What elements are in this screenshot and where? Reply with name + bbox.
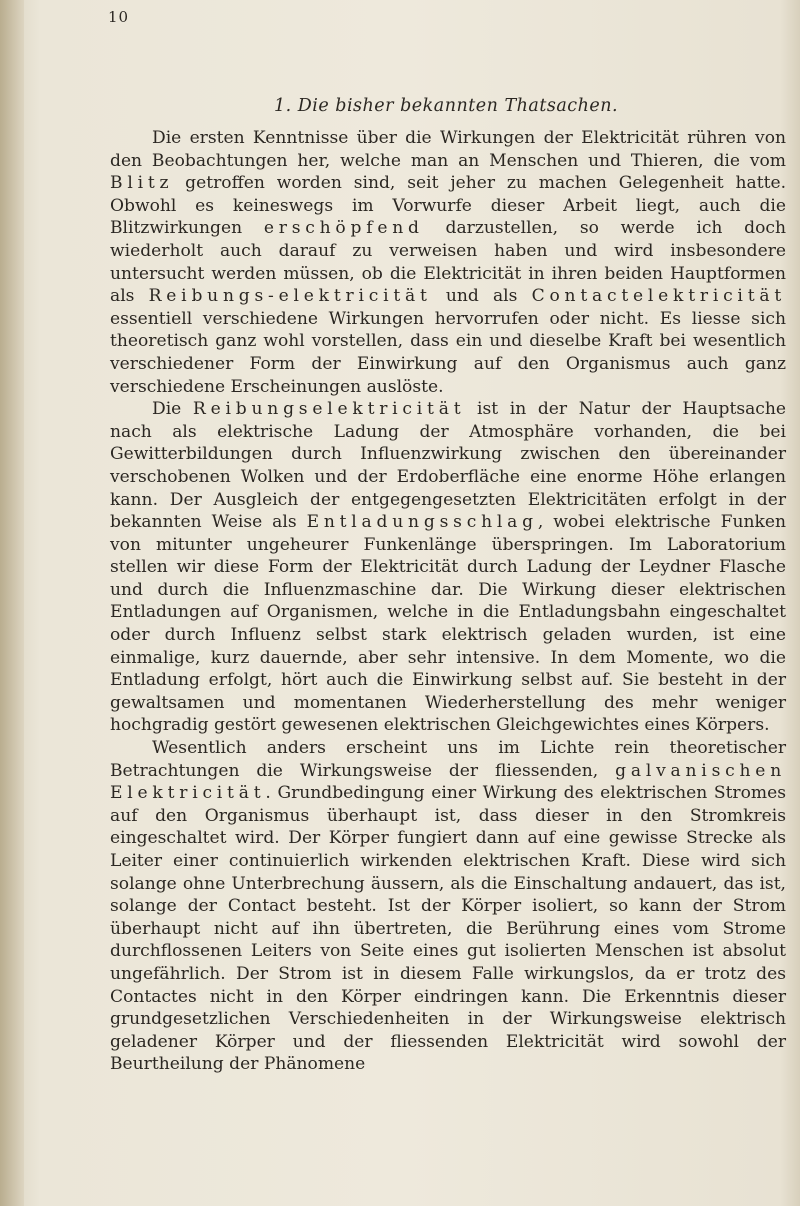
text-run: darzustellen, so werde ich doch wiederholt auch darauf zu verweisen haben und wird insbesondere untersucht werden müssen, ob die Elektricität in ihren beiden Hauptformen als	[110, 218, 786, 307]
page-binding-edge	[0, 0, 24, 1206]
text-run: , wobei elektrische Funken von mitunter ungeheurer Funkenlänge überspringen. Im Laboratorium stellen wir diese Form der Elektricität durch Ladung der Leydner Flasche und durch die Influenzmaschine dar. Die Wirkung dieser elektrischen Entladungen auf Organismen, welche in die Entladungsbahn eingeschaltet oder durch Influenz selbst stark elektrisch geladen wurden, ist eine einmalige, kurz dauernde, aber sehr intensive. In dem Momente, wo die Entladung erfolgt, hört auch die Einwirkung selbst auf. Sie besteht in der gewaltsamen und momentanen Wiederherstellung des mehr weniger hochgradig gestört gewesenen elektrischen Gleichgewichtes eines Körpers.	[110, 512, 786, 736]
paragraph	[110, 127, 786, 398]
emphasized-term: Reibungs-elektricität	[148, 286, 432, 307]
text-run: . Grundbedingung einer Wirkung des elektrischen Stromes auf den Organismus überhaupt ist, dass dieser in den Stromkreis eingeschaltet wird. Der Körper fungiert dann auf eine gewisse Strecke als Leiter einer continuierlich wirkenden elektrischen Kraft. Diese wird sich solange ohne Unterbrechung äussern, als die Einschaltung andauert, das ist, solange der Contact besteht. Ist der Körper isoliert, so kann der Strom überhaupt nicht auf ihn übertreten, die Berührung eines vom Strome durchflossenen Leiters von Seite eines gut isolierten Menschen ist absolut ungefährlich. Der Strom ist in diesem Falle wirkungslos, da er trotz des Contactes nicht in den Körper eindringen kann. Die Erkenntnis dieser grundgesetzlichen Verschiedenheiten in der Wirkungsweise elektrisch geladener Körper und der fliessenden Elektricität wird sowohl der Beurtheilung der Phänomene	[110, 783, 786, 1075]
paragraph	[110, 737, 786, 1076]
emphasized-term: Contactelektricität	[531, 286, 786, 307]
paragraph	[110, 398, 786, 737]
emphasized-term: Blitz	[110, 173, 174, 194]
emphasized-term: galvanischen Elektricität	[110, 760, 786, 804]
text-run: essentiell verschiedene Wirkungen hervorrufen oder nicht. Es liesse sich theoretisch ganz wohl vorstellen, dass ein und dieselbe Kraft bei wesentlich verschiedener Form der Einwirkung auf den Organismus auch ganz verschiedene Erscheinungen auslöste.	[110, 308, 786, 397]
text-run: ist in der Natur der Hauptsache nach als elektrische Ladung der Atmosphäre vorhanden, die bei Gewitterbildungen durch Influenzwirkung zwischen den übereinander verschobenen Wolken und der Erdoberfläche eine enorme Höhe erlangen kann. Der Ausgleich der entgegengesetzten Elektricitäten erfolgt in der bekannten Weise als	[110, 399, 786, 533]
text-run: getroffen worden sind, seit jeher zu machen Gelegenheit hatte. Obwohl es keineswegs im Vorwurfe dieser Arbeit liegt, auch die Blitzwirkungen	[110, 173, 786, 239]
emphasized-term: Entladungsschlag	[306, 512, 538, 533]
emphasized-term: erschöpfend	[263, 218, 424, 239]
text-run: und als	[431, 286, 532, 307]
page-number: 10	[108, 8, 130, 26]
text-run: Die	[152, 399, 193, 420]
text-run: Wesentlich anders erscheint uns im Lichte rein theoretischer Betrachtungen die Wirkungsweise der fliessenden,	[110, 738, 786, 781]
emphasized-term: Reibungselektricität	[192, 399, 466, 420]
section-heading: 1. Die bisher bekannten Thatsachen.	[273, 96, 619, 116]
text-run: Die ersten Kenntnisse über die Wirkungen der Elektricität rühren von den Beobachtungen her, welche man an Menschen und Thieren, die vom	[110, 128, 786, 171]
body-text	[110, 127, 786, 1076]
